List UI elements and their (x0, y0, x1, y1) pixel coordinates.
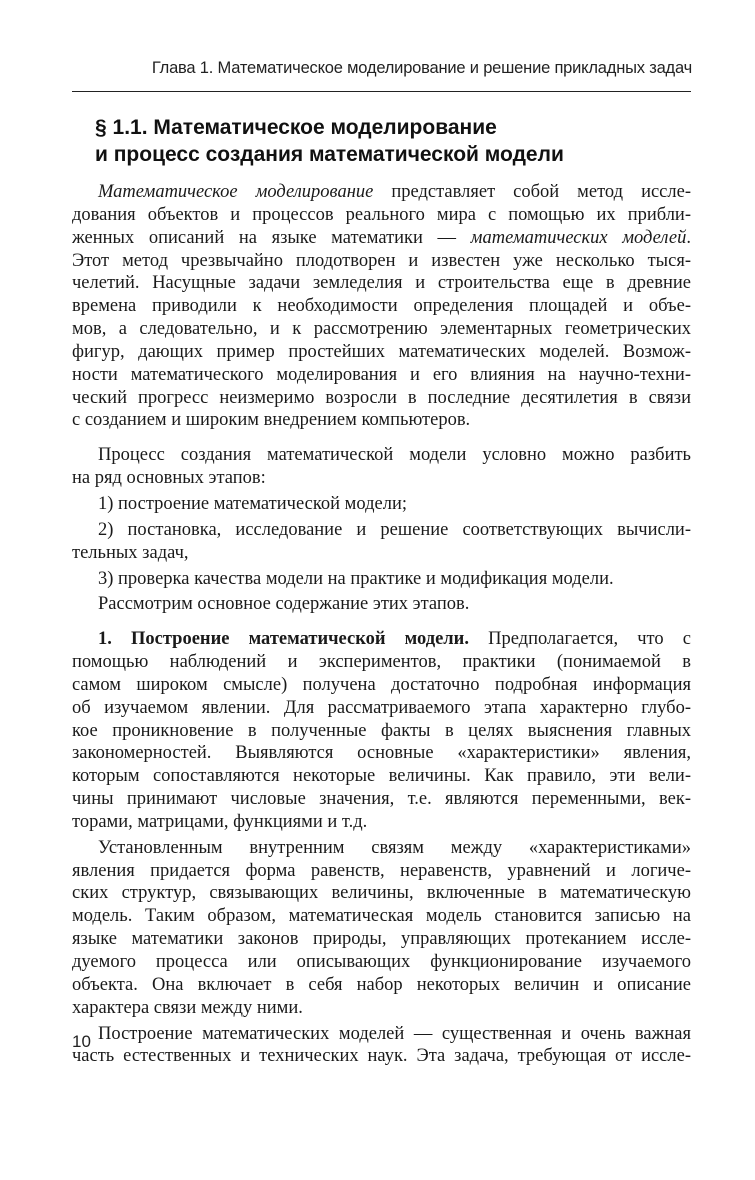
list-item: 3) проверка качества модели на практике и модификация модели. (98, 568, 614, 589)
text-line: явления придается форма равенств, неравенств, уравнений и логиче- (72, 860, 691, 881)
text-line: Установленным внутренним связям между «характеристиками» (98, 837, 691, 858)
text-line (72, 227, 691, 250)
term-math-modeling: Математическое моделирование (98, 182, 374, 202)
text-line: Построение математических моделей — существенная и очень важная (98, 1023, 691, 1044)
text-line: модель. Таким образом, математическая модель становится записью на (72, 906, 691, 927)
section-title-line-2: и процесс создания математической модели (95, 143, 564, 166)
running-head: Глава 1. Математическое моделирование и решение прикладных задач (151, 59, 692, 77)
list-item-continuation: тельных задач, (72, 542, 189, 563)
text-line: фигур, дающих пример простейших математических моделей. Возмож- (72, 341, 691, 362)
text-fragment: женных описаний на языке математики — (72, 227, 471, 248)
text-line: об изучаемом явлении. Для рассматриваемого этапа характерно глубо- (72, 697, 691, 718)
text-line: челетий. Насущные задачи земледелия и строительства еще в древние (72, 273, 691, 294)
page-number: 10 (72, 1032, 91, 1051)
text-line: Процесс создания математической модели условно можно разбить (98, 445, 691, 466)
text-line: торами, матрицами, функциями и т.д. (72, 811, 368, 832)
text-line: языке математики законов природы, управляющих протеканием иссле- (72, 929, 691, 950)
stages-list (72, 493, 691, 590)
header-rule (72, 91, 691, 92)
text-line (72, 628, 691, 651)
text-line: самом широком смысле) получена достаточно подробная информация (72, 674, 691, 695)
list-item: 2) постановка, исследование и решение соответствующих вычисли- (98, 519, 691, 540)
section-title (95, 114, 675, 168)
text-line: дуемого процесса или описывающих функционирование изучаемого (72, 952, 691, 972)
text-line: мов, а следовательно, и к рассмотрению элементарных геометрических (72, 319, 691, 340)
text-line: характера связи между ними. (72, 997, 303, 1018)
text-line: закономерностей. Выявляются основные «характеристики» явления, (72, 743, 691, 764)
text-line: чины принимают числовые значения, т.е. являются переменными, век- (72, 789, 691, 810)
section-title-line-1: § 1.1. Математическое моделирование (95, 116, 497, 139)
subsection-heading: 1. Построение математической модели. (98, 629, 469, 650)
paragraph-4 (72, 628, 691, 834)
text-line: часть естественных и технических наук. Эта задача, требующая от иссле- (72, 1046, 691, 1067)
text-line: помощью наблюдений и экспериментов, практики (понимаемой в (72, 652, 691, 673)
text-line: кое проникновение в полученные факты в целях выяснения главных (72, 720, 691, 741)
text-line: которым сопоставляются некоторые величины. Как правило, эти вели- (72, 766, 691, 787)
paragraph-2 (72, 444, 691, 490)
text-line: ности математического моделирования и его влияния на научно-техни- (72, 364, 691, 385)
body-text (72, 181, 691, 1068)
text-fragment: Предполагается, что с (468, 629, 691, 650)
text-line: объекта. Она включает в себя набор некоторых величин и описание (72, 974, 691, 995)
text-line: на ряд основных этапов: (72, 468, 266, 489)
list-item: 1) построение математической модели; (98, 493, 407, 514)
paragraph-6 (72, 1023, 691, 1069)
text-line: дования объектов и процессов реального мира с помощью их прибли- (72, 204, 691, 225)
paragraph-1 (72, 181, 691, 432)
text-fragment: представляет собой метод иссле- (373, 182, 691, 202)
paragraph-5 (72, 837, 691, 1020)
text-fragment: . (686, 227, 691, 248)
text-line: Этот метод чрезвычайно плодотворен и известен уже несколько тыся- (72, 250, 691, 271)
paragraph-3: Рассмотрим основное содержание этих этапов. (98, 594, 470, 615)
term-math-models: математических моделей (470, 227, 687, 248)
text-line: ческий прогресс неизмеримо возросли в последние десятилетия в связи (72, 387, 691, 408)
text-line (72, 181, 691, 204)
text-line: с созданием и широким внедрением компьютеров. (72, 410, 471, 431)
text-line: ских структур, связывающих величины, включенные в математическую (72, 883, 691, 904)
text-line: времена приводили к необходимости определения площадей и объе- (72, 296, 691, 317)
